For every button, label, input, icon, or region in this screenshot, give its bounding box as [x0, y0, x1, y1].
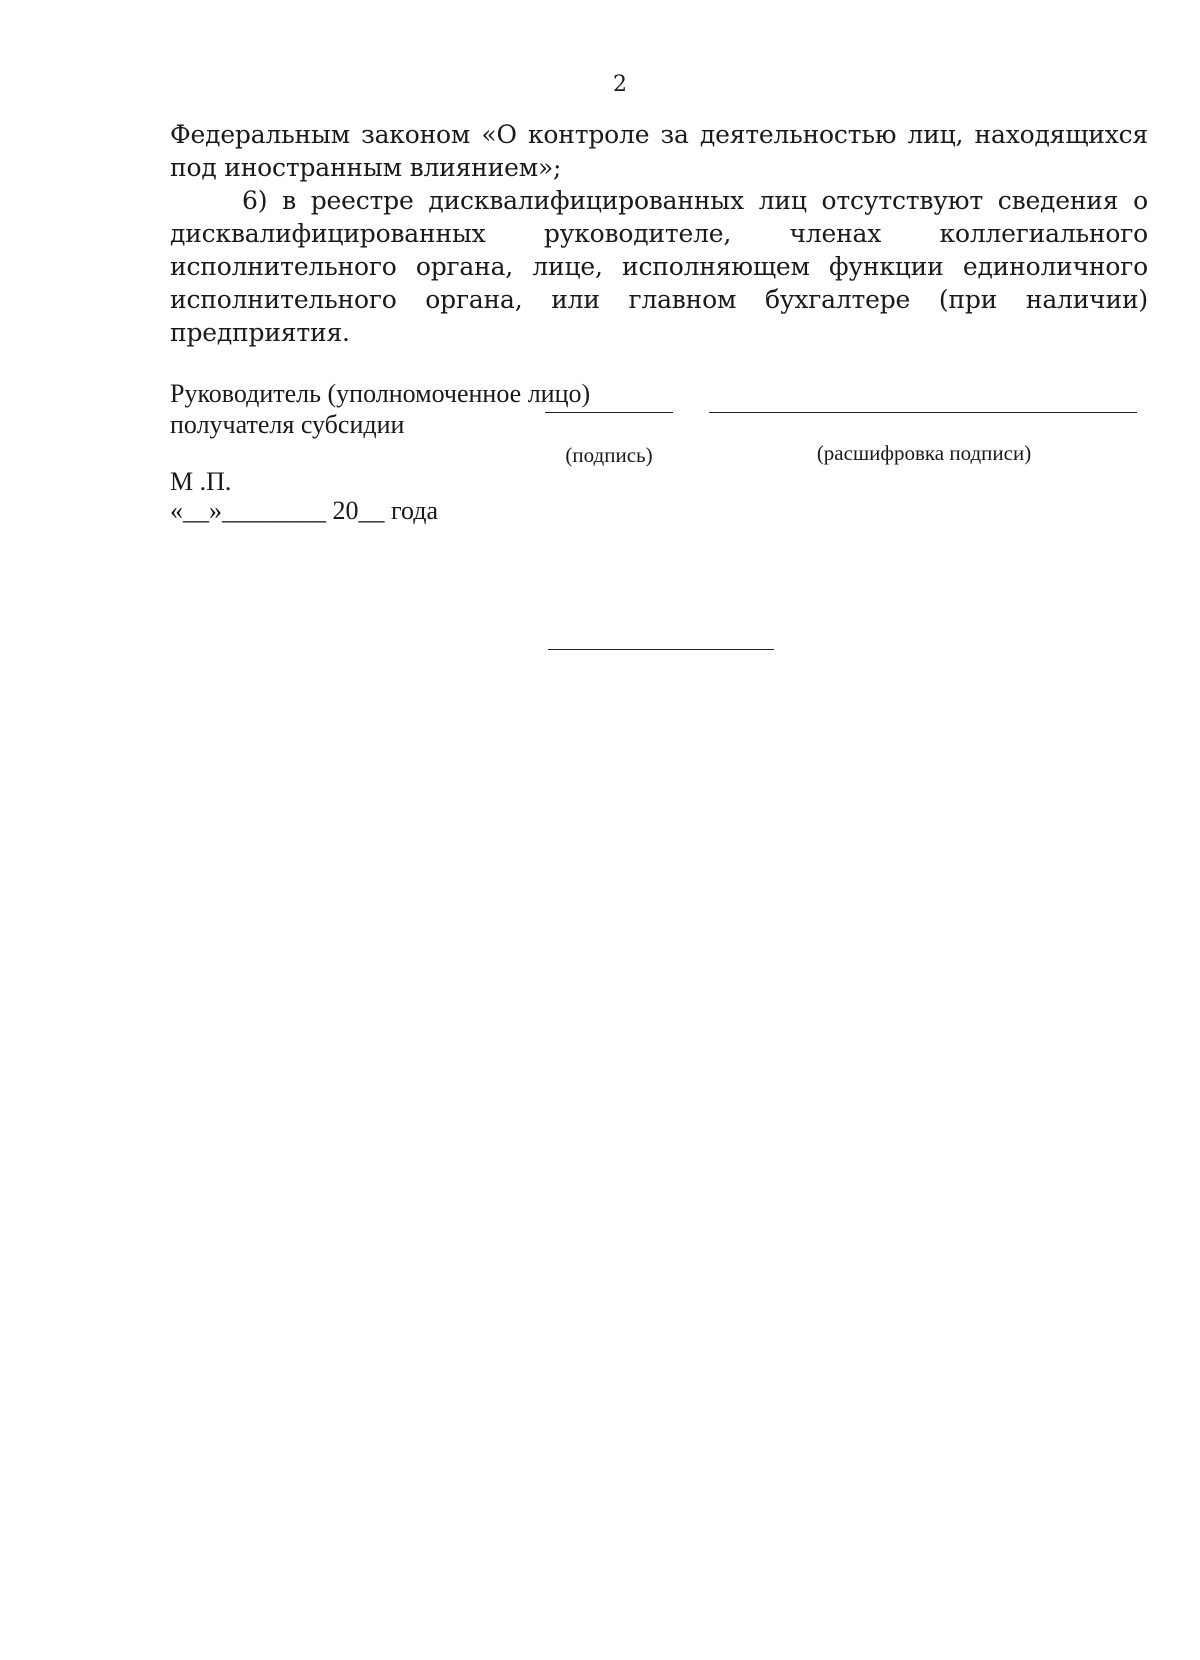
signatory-title-line-1: Руководитель (уполномоченное лицо): [170, 379, 591, 408]
signatory-title-line-2: получателя субсидии: [170, 410, 405, 439]
signature-decoding-caption: (расшифровка подписи): [816, 441, 1032, 465]
signature-caption: (подпись): [565, 443, 653, 467]
body-text: [170, 118, 1148, 349]
stamp-place-label: М .П.: [170, 467, 232, 496]
date-line: «__»________ 20__ года: [170, 496, 439, 525]
page-number: 2: [613, 72, 627, 97]
signature-decoding-line: [709, 412, 1137, 413]
paragraph-item-6: 6) в реестре дисквалифицированных лиц отсутствуют сведения о дисквалифицированных руководителе, членах коллегиального исполнительного органа, лице, исполняющем функции единоличного исполнительного органа, или главном бухгалтере (при наличии) предприятия.: [170, 186, 1148, 347]
signature-line: [545, 412, 673, 413]
signatory-title: [170, 378, 590, 440]
paragraph-continuation: Федеральным законом «О контроле за деятельностью лиц, находящихся под иностранным влиянием»;: [170, 120, 1148, 182]
end-of-document-rule: [548, 649, 774, 650]
